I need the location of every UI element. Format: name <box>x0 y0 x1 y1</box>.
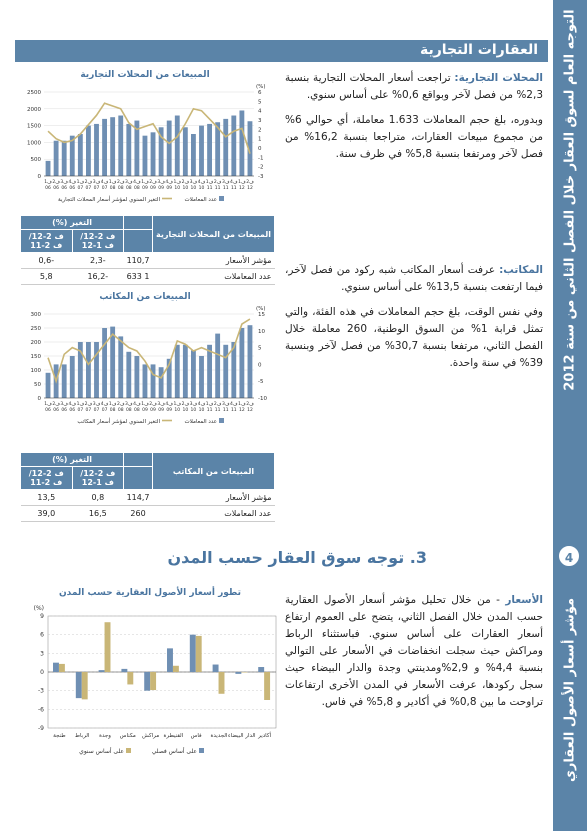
chart2-title: المبيعات من المكاتب <box>99 292 191 302</box>
bar <box>199 356 204 398</box>
y-tick-label: 300 <box>30 312 41 318</box>
x-tick-label: وجدة <box>99 733 111 739</box>
x-tick-quarter: ف3 <box>60 402 68 407</box>
bar <box>46 161 51 176</box>
legend-swatch-bars <box>219 196 224 201</box>
bar <box>241 672 247 673</box>
y-tick-label: 3 <box>40 650 44 658</box>
x-tick-quarter: ف2 <box>181 180 190 185</box>
bar <box>239 328 244 398</box>
bar <box>46 373 51 398</box>
bar <box>235 672 241 674</box>
x-tick-year: 06 <box>45 408 51 413</box>
x-tick-quarter: ف1 <box>76 402 85 407</box>
x-tick-quarter: ف2 <box>149 180 157 185</box>
x-tick-quarter: ف4 <box>165 402 173 407</box>
y2-tick-label: 1 <box>258 136 262 143</box>
x-tick-quarter: ف4 <box>68 402 77 407</box>
x-tick-year: 09 <box>166 186 173 191</box>
bar <box>82 672 88 699</box>
bar <box>207 345 212 398</box>
sidebar <box>553 0 587 831</box>
x-tick-year: 08 <box>117 408 124 413</box>
x-tick-year: 10 <box>174 408 181 413</box>
x-tick-year: 09 <box>142 408 148 413</box>
x-tick-year: 09 <box>158 186 164 191</box>
bar <box>183 127 188 176</box>
commercial-keyword: المحلات التجارية: <box>454 72 543 84</box>
y-tick-label: 1000 <box>27 140 41 147</box>
x-tick-quarter: ف2 <box>52 402 60 407</box>
x-tick-year: 10 <box>182 408 189 413</box>
legend-label-line: التغير السنوي لمؤشر أسعار المحلات التجارية <box>58 197 160 203</box>
x-tick-year: 09 <box>150 408 156 413</box>
x-tick-year: 06 <box>53 186 59 191</box>
bar <box>223 345 228 398</box>
x-tick-quarter: ف1 <box>205 180 214 185</box>
commercial-sales-chart <box>14 80 279 220</box>
bar <box>86 342 91 398</box>
x-tick-quarter: ف2 <box>213 180 222 185</box>
legend-swatch-quarterly <box>199 748 204 753</box>
bar <box>102 119 107 176</box>
t2-header-main: المبيعات من المكاتب <box>153 453 275 490</box>
bar <box>191 350 196 398</box>
bar <box>219 672 225 694</box>
x-tick-year: 08 <box>109 186 116 191</box>
y-tick-label: 6 <box>40 631 44 639</box>
legend-label-line: التغير السنوي لمؤشر أسعار المكاتب <box>77 419 160 425</box>
t1-header-main: المبيعات من المحلات التجارية <box>153 216 275 253</box>
section-band <box>15 40 548 62</box>
x-tick-year: 09 <box>150 186 156 191</box>
x-tick-year: 10 <box>174 186 181 191</box>
bar <box>59 664 65 672</box>
page-number: 4 <box>557 544 581 568</box>
x-tick-year: 08 <box>134 186 140 191</box>
y2-tick-label: 2 <box>258 127 262 134</box>
offices-text-2: وفي نفس الوقت، بلغ حجم المعاملات في هذه الفئة، والتي تمثل قرابة 1% من السوق الوطنية، 260 معاملة خلال الفصل الثاني، مرتفعا بنسبة 30,7% من فصل لآخر وبنسبة 39% في سنة واحدة. <box>285 306 544 369</box>
x-tick-year: 07 <box>77 186 84 191</box>
bar <box>118 116 123 176</box>
y2-tick-label: -2 <box>258 164 264 171</box>
x-tick-quarter: ف2 <box>246 180 254 185</box>
t1-col1: ف 2-12/ ف 1-12 <box>72 230 124 253</box>
x-tick-quarter: ف4 <box>100 180 109 185</box>
x-tick-quarter: ف2 <box>116 402 125 407</box>
y2-tick-label: 5 <box>258 99 262 106</box>
commercial-text-2: وبدوره، بلغ حجم المعاملات 1.633 معاملة، أي حوالي 6% من مجموع مبيعات العقارات، متراجعا بنسبة 16,2% من فصل لآخر ومرتفعا بنسبة 5,8% في ظرف سنة. <box>285 114 543 160</box>
x-tick-year: 12 <box>239 186 245 191</box>
x-tick-quarter: ف2 <box>84 402 93 407</box>
x-tick-quarter: ف1 <box>205 402 214 407</box>
x-tick-label: الرباط <box>74 733 90 739</box>
bar <box>53 663 59 672</box>
x-tick-year: 07 <box>77 408 84 413</box>
x-tick-year: 12 <box>239 408 245 413</box>
t2-header-change: التغير (%) <box>21 453 124 467</box>
y-tick-label: 200 <box>30 340 41 346</box>
y2-tick-label: -3 <box>258 174 264 180</box>
x-tick-quarter: ف1 <box>173 180 182 185</box>
bar <box>105 622 111 672</box>
x-tick-quarter: ف4 <box>68 180 77 185</box>
y2-tick-label: 0 <box>258 362 262 369</box>
bar <box>167 121 172 176</box>
bar <box>258 667 264 672</box>
bar <box>175 116 180 176</box>
x-tick-quarter: ف3 <box>189 402 198 407</box>
commercial-text <box>285 70 543 171</box>
t2-col2: ف 2-12/ ف 2-11 <box>21 467 73 490</box>
x-tick-label: الدار البيضاء <box>228 733 256 739</box>
x-tick-quarter: ف2 <box>52 180 60 185</box>
sidebar-subtitle: مؤشر أسعار الأصول العقاري <box>562 597 578 783</box>
x-tick-quarter: ف2 <box>149 402 157 407</box>
x-tick-year: 09 <box>142 186 148 191</box>
bar <box>102 328 107 398</box>
legend-label-bars: عدد المعاملات <box>184 197 217 203</box>
table-row: مؤشر الأسعار 114,7 0,8 13,5 <box>21 490 275 506</box>
y-tick-label: 1500 <box>27 123 41 130</box>
bar <box>134 356 139 398</box>
x-tick-label: فاس <box>190 733 202 739</box>
bar <box>196 636 202 672</box>
x-tick-year: 11 <box>230 408 237 413</box>
x-tick-quarter: ف1 <box>76 180 85 185</box>
legend-label-bars: عدد المعاملات <box>184 419 217 425</box>
x-tick-quarter: ف4 <box>197 180 206 185</box>
x-tick-label: القنيطرة <box>163 733 184 739</box>
x-tick-year: 11 <box>214 186 221 191</box>
x-tick-quarter: ف3 <box>125 180 133 185</box>
offices-sales-chart <box>14 302 279 442</box>
x-tick-quarter: ف2 <box>116 180 125 185</box>
x-tick-quarter: ف1 <box>141 180 149 185</box>
bar <box>54 141 59 176</box>
x-tick-year: 10 <box>190 408 197 413</box>
bar <box>151 364 156 398</box>
x-tick-quarter: ف1 <box>44 402 52 407</box>
chart1-title: المبيعات من المحلات التجارية <box>80 70 210 80</box>
x-tick-quarter: ف1 <box>173 402 182 407</box>
x-tick-quarter: ف1 <box>44 180 52 185</box>
x-tick-year: 06 <box>69 186 76 191</box>
bar <box>62 141 67 176</box>
x-tick-year: 12 <box>247 186 253 191</box>
x-tick-quarter: ف1 <box>108 180 117 185</box>
y-tick-label: 100 <box>30 368 41 374</box>
bar <box>118 336 123 398</box>
bar <box>144 672 150 691</box>
cities-text <box>285 592 543 719</box>
x-tick-year: 07 <box>93 408 100 413</box>
bar <box>231 116 236 176</box>
x-tick-year: 09 <box>158 408 164 413</box>
x-tick-quarter: ف4 <box>133 402 141 407</box>
x-tick-label: مكناس <box>119 733 136 739</box>
bar <box>76 672 82 698</box>
y-tick-label: 2500 <box>27 90 41 96</box>
x-tick-year: 08 <box>109 408 116 413</box>
x-tick-quarter: ف1 <box>141 402 149 407</box>
x-tick-quarter: ف4 <box>197 402 206 407</box>
x-tick-quarter: ف4 <box>133 180 141 185</box>
y-tick-label: -6 <box>38 706 44 714</box>
y2-tick-label: 10 <box>258 328 265 335</box>
y-unit: (%) <box>33 605 44 612</box>
x-tick-year: 09 <box>166 408 173 413</box>
bar <box>126 124 131 176</box>
y-tick-label: 150 <box>30 354 41 360</box>
t2-col1: ف 2-12/ ف 1-12 <box>72 467 124 490</box>
y-tick-label: 2000 <box>27 106 41 113</box>
y2-tick-label: -1 <box>258 155 264 162</box>
table-row: مؤشر الأسعار 110,7 -2,3 -0,6 <box>21 253 275 269</box>
x-tick-year: 08 <box>117 186 124 191</box>
x-tick-year: 10 <box>198 408 205 413</box>
x-tick-year: 10 <box>190 186 197 191</box>
bar <box>78 134 83 176</box>
bar <box>94 342 99 398</box>
offices-table <box>20 452 275 522</box>
bar <box>62 364 67 398</box>
x-tick-label: أكادير <box>258 733 272 739</box>
x-tick-year: 06 <box>53 408 59 413</box>
x-tick-quarter: ف1 <box>108 402 117 407</box>
bar <box>207 124 212 176</box>
table-row: عدد المعاملات 260 16,5 39,0 <box>21 506 275 522</box>
bar <box>213 665 219 672</box>
x-tick-quarter: ف3 <box>60 180 68 185</box>
t1-col2: ف 2-12/ ف 2-11 <box>21 230 73 253</box>
y2-tick-label: 15 <box>258 312 265 318</box>
bar <box>173 666 179 672</box>
bar <box>215 334 220 398</box>
x-tick-year: 07 <box>85 408 92 413</box>
y-tick-label: 0 <box>37 396 41 402</box>
bar <box>86 126 91 176</box>
sidebar-title: التوجه العام لسوق العقار خلال الفصل الثاني من سنة 2012 <box>562 9 578 391</box>
x-tick-quarter: ف3 <box>92 402 101 407</box>
bar <box>151 132 156 176</box>
cities-keyword: الأسعار <box>505 594 543 606</box>
y-tick-label: 500 <box>30 157 41 164</box>
bar <box>126 352 131 398</box>
bar <box>248 325 253 398</box>
bar <box>150 672 156 690</box>
x-tick-quarter: ف4 <box>230 402 238 407</box>
x-tick-year: 11 <box>230 186 237 191</box>
cities-text-body: - من خلال تحليل مؤشر أسعار الأصول العقارية حسب المدن خلال الفصل الثاني، يتضح على العموم ارتفاع أسعار العقارات على أساس سنوي. فباستثناء الرباط ومراكش حيث سجلت انخفاضات في الأسعار على التوالي بنسبة 4,4% و 2,9%ومدينتي وجدة والدار البيضاء حيث سجل ركودها، عرفت الأسعار في المدن الأخرى ارتفاعات تراوحت ما بين 0,8% في أكادير و 5,8% في فاس. <box>285 594 543 708</box>
commercial-table <box>20 215 275 285</box>
bar <box>239 110 244 176</box>
x-tick-quarter: ف3 <box>157 180 165 185</box>
x-tick-year: 11 <box>206 186 213 191</box>
y2-tick-label: -10 <box>258 396 267 402</box>
bar <box>183 345 188 398</box>
t1-header-change: التغير (%) <box>21 216 124 230</box>
x-tick-year: 07 <box>101 408 108 413</box>
bar <box>70 356 75 398</box>
y-tick-label: 0 <box>40 669 44 676</box>
x-tick-year: 10 <box>198 186 205 191</box>
y-tick-label: -9 <box>38 725 44 732</box>
x-tick-year: 11 <box>214 408 221 413</box>
x-tick-year: 06 <box>45 186 51 191</box>
table-row: عدد المعاملات 1 633 -16,2 5,8 <box>21 269 275 285</box>
bar <box>127 672 133 684</box>
bar <box>94 124 99 176</box>
bar <box>264 672 270 700</box>
x-tick-label: مراكش <box>142 733 160 739</box>
x-tick-quarter: ف2 <box>213 402 222 407</box>
x-tick-year: 08 <box>125 186 132 191</box>
x-tick-quarter: ف3 <box>221 180 230 185</box>
x-tick-quarter: ف3 <box>189 180 198 185</box>
x-tick-quarter: ف1 <box>238 402 246 407</box>
x-tick-year: 07 <box>101 186 108 191</box>
section-band-title: العقارات التجارية <box>419 42 538 58</box>
x-tick-year: 06 <box>69 408 76 413</box>
y2-tick-label: 0 <box>258 146 262 152</box>
x-tick-year: 08 <box>125 408 132 413</box>
x-tick-year: 08 <box>134 408 140 413</box>
y2-tick-label: 4 <box>258 108 262 115</box>
bar <box>143 136 148 176</box>
legend-swatch-annual <box>126 748 131 753</box>
cities-chart <box>14 600 284 775</box>
x-tick-year: 12 <box>247 408 253 413</box>
legend-swatch-bars <box>219 418 224 423</box>
x-tick-quarter: ف2 <box>181 402 190 407</box>
legend-label-quarterly: على أساس فصلي <box>151 748 197 755</box>
x-tick-quarter: ف1 <box>238 180 246 185</box>
bar <box>159 367 164 398</box>
y2-tick-label: -5 <box>258 379 264 386</box>
bar <box>110 117 115 176</box>
bar <box>191 134 196 176</box>
section3-title: 3. توجه سوق العقار حسب المدن <box>167 548 427 567</box>
bar <box>99 670 105 672</box>
commercial-text-1: تراجعت أسعار المحلات التجارية بنسبة 2,3% من فصل لآخر وبواقع 0,6% على أساس سنوي. <box>285 72 543 101</box>
x-tick-label: طنجة <box>53 733 66 739</box>
x-tick-year: 11 <box>222 408 229 413</box>
x-tick-quarter: ف2 <box>84 180 93 185</box>
y2-tick-label: 3 <box>258 118 262 124</box>
bar <box>121 669 127 672</box>
y2-unit: (%) <box>256 84 266 90</box>
bar <box>190 635 196 672</box>
offices-keyword: المكاتب: <box>499 264 543 276</box>
offices-text-1: عرفت أسعار المكاتب شبه ركود من فصل لآخر، فيما ارتفعت بنسبة 13,5% على أساس سنوي. <box>285 264 543 293</box>
y2-tick-label: 6 <box>258 90 262 96</box>
y2-unit: (%) <box>256 306 266 312</box>
x-tick-year: 11 <box>206 408 213 413</box>
x-tick-year: 10 <box>182 186 189 191</box>
y-tick-label: 0 <box>37 174 41 180</box>
x-tick-quarter: ف4 <box>230 180 238 185</box>
x-tick-year: 07 <box>85 186 92 191</box>
x-tick-label: الجديدة <box>210 733 228 739</box>
y-tick-label: 50 <box>34 382 41 388</box>
x-tick-quarter: ف4 <box>165 180 173 185</box>
bar <box>199 126 204 176</box>
bar <box>167 648 173 672</box>
y-tick-label: 250 <box>30 326 41 332</box>
bar <box>223 119 228 176</box>
legend-label-annual: على أساس سنوي <box>79 748 124 755</box>
chart3-title: تطور أسعار الأصول العقارية حسب المدن <box>58 588 242 598</box>
y2-tick-label: 5 <box>258 345 262 352</box>
bar <box>143 364 148 398</box>
x-tick-quarter: ف3 <box>221 402 230 407</box>
x-tick-year: 07 <box>93 186 100 191</box>
y-tick-label: 9 <box>40 613 44 620</box>
x-tick-year: 06 <box>61 408 68 413</box>
x-tick-quarter: ف2 <box>246 402 254 407</box>
x-tick-year: 06 <box>61 186 68 191</box>
x-tick-quarter: ف3 <box>125 402 133 407</box>
bar <box>175 345 180 398</box>
y-tick-label: -3 <box>38 687 44 695</box>
offices-text <box>285 262 543 380</box>
x-tick-quarter: ف3 <box>92 180 101 185</box>
x-tick-quarter: ف4 <box>100 402 109 407</box>
x-tick-quarter: ف3 <box>157 402 165 407</box>
x-tick-year: 11 <box>222 186 229 191</box>
